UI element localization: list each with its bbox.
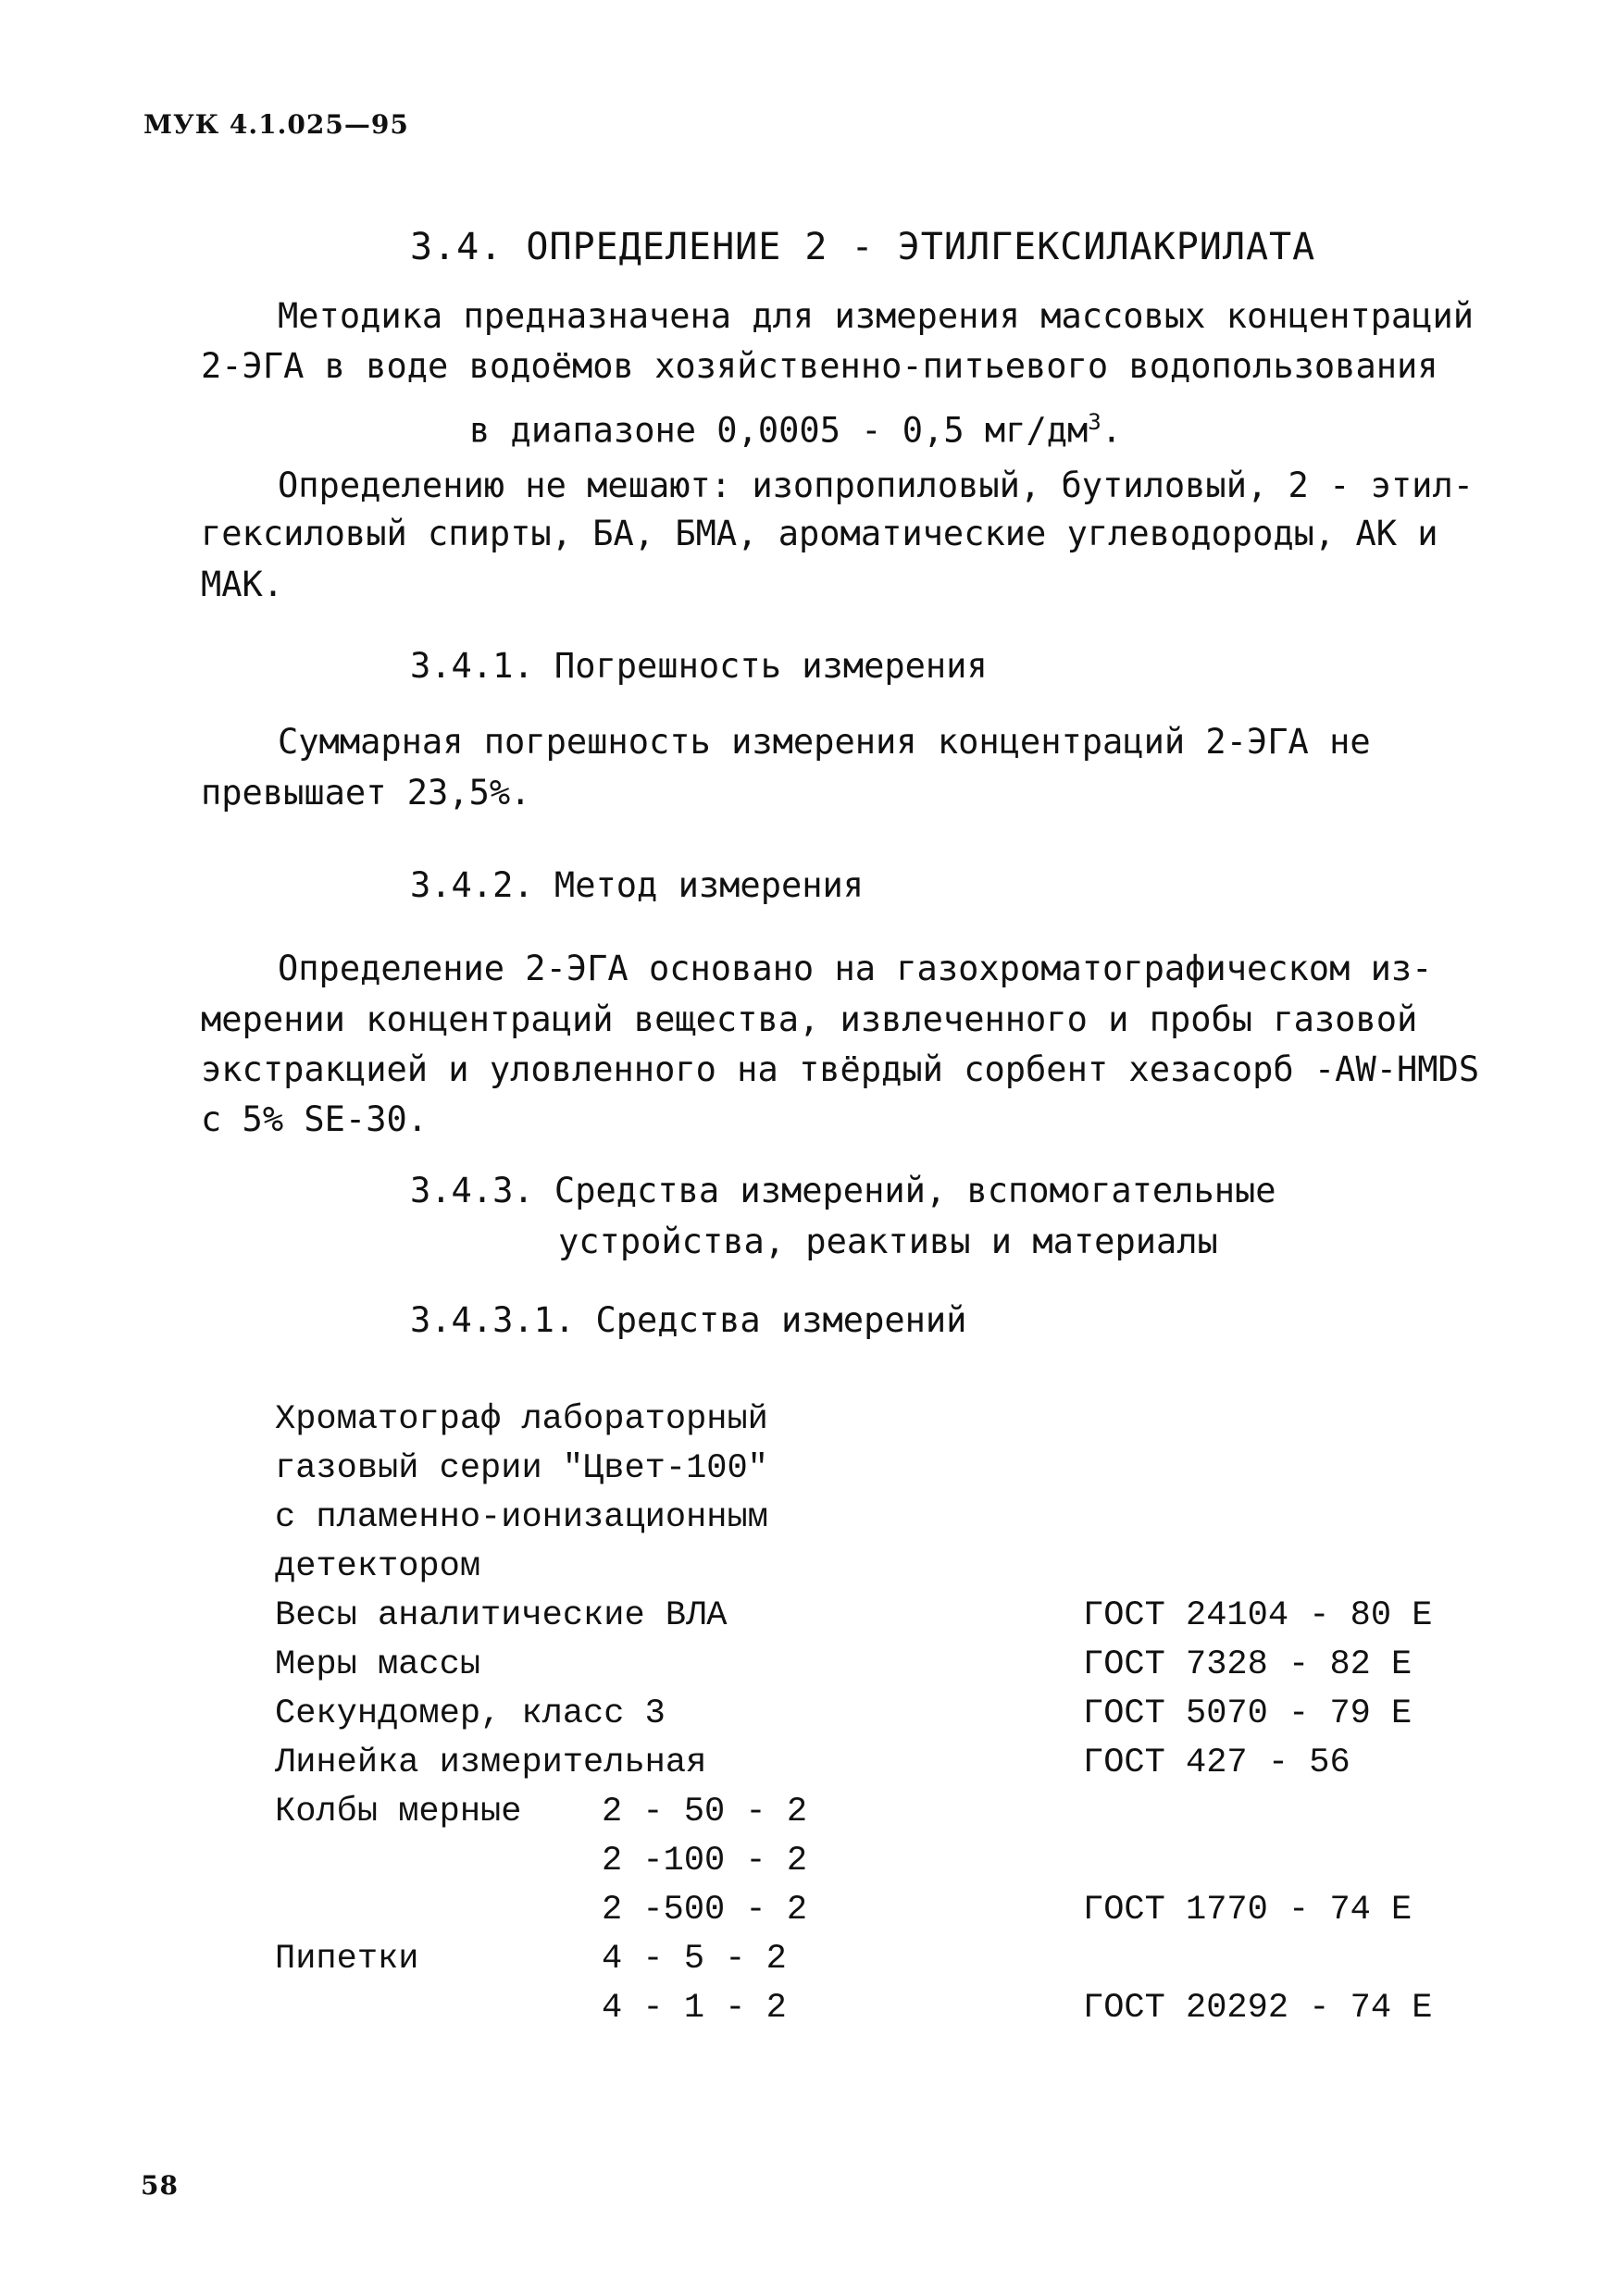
subsection-3-4-3-heading-2: устройства, реактивы и материалы bbox=[558, 1222, 1218, 1261]
subsection-3-4-3-heading-1: 3.4.3. Средства измерений, вспомогательные bbox=[410, 1171, 1276, 1210]
instrument-spec: 2 -100 - 2 bbox=[602, 1842, 808, 1880]
instrument-gost: ГОСТ 427 - 56 bbox=[1083, 1744, 1350, 1782]
instrument-name: детектором bbox=[275, 1547, 481, 1586]
intro-line-3: в диапазоне 0,0005 - 0,5 $мг/дм^3$. bbox=[469, 409, 1123, 451]
instrument-name: Меры массы bbox=[275, 1645, 481, 1684]
instrument-spec: 4 - 1 - 2 bbox=[602, 1989, 787, 2028]
intro-line-2: 2-ЭГА в воде водоёмов хозяйственно-питьевого водопользования bbox=[201, 346, 1438, 386]
instrument-name: Весы аналитические ВЛА bbox=[275, 1596, 728, 1635]
subsection-3-4-1-heading: 3.4.1. Погрешность измерения bbox=[410, 646, 988, 686]
page-number: 58 bbox=[141, 2170, 179, 2201]
instrument-name: газовый серии "Цвет-100" bbox=[275, 1449, 768, 1488]
interference-line-1: Определению не мешают: изопропиловый, бутиловый, 2 - этил- bbox=[278, 465, 1475, 505]
instrument-spec: 2 -500 - 2 bbox=[602, 1891, 808, 1930]
method-line-1: Определение 2-ЭГА основано на газохроматографическом из- bbox=[278, 949, 1433, 988]
instrument-spec: 2 - 50 - 2 bbox=[602, 1793, 808, 1831]
subsection-3-4-2-heading: 3.4.2. Метод измерения bbox=[410, 865, 865, 905]
section-title: 3.4. ОПРЕДЕЛЕНИЕ 2 - ЭТИЛГЕКСИЛАКРИЛАТА bbox=[410, 226, 1316, 268]
instrument-name: с пламенно-ионизационным bbox=[275, 1498, 768, 1537]
method-line-3: экстракцией и уловленного на твёрдый сорбент хезасорб -AW-HMDS bbox=[201, 1049, 1480, 1089]
error-line-1: Суммарная погрешность измерения концентраций 2-ЭГА не bbox=[278, 722, 1371, 762]
doc-code: МУК 4.1.025—95 bbox=[143, 109, 409, 140]
instrument-name: Хроматограф лабораторный bbox=[275, 1400, 768, 1439]
subsection-3-4-3-1-heading: 3.4.3.1. Средства измерений bbox=[410, 1300, 967, 1340]
instrument-gost: ГОСТ 7328 - 82 Е bbox=[1083, 1645, 1413, 1684]
instrument-name: Колбы мерные bbox=[275, 1793, 522, 1831]
instrument-spec: 4 - 5 - 2 bbox=[602, 1940, 787, 1979]
method-line-4: с 5% SE-30. bbox=[201, 1099, 429, 1139]
error-line-2: превышает 23,5%. bbox=[201, 773, 531, 813]
intro-line-1: Методика предназначена для измерения массовых концентраций bbox=[278, 296, 1475, 336]
interference-line-2: гексиловый спирты, БА, БМА, ароматические углеводороды, АК и bbox=[201, 514, 1438, 553]
instrument-gost: ГОСТ 1770 - 74 Е bbox=[1083, 1891, 1413, 1930]
instrument-gost: ГОСТ 20292 - 74 Е bbox=[1083, 1989, 1433, 2028]
interference-line-3: МАК. bbox=[201, 565, 284, 604]
instrument-gost: ГОСТ 5070 - 79 Е bbox=[1083, 1694, 1413, 1733]
instrument-gost: ГОСТ 24104 - 80 Е bbox=[1083, 1596, 1433, 1635]
instrument-name: Линейка измерительная bbox=[275, 1744, 707, 1782]
instrument-name: Пипетки bbox=[275, 1940, 419, 1979]
instrument-name: Секундомер, класс 3 bbox=[275, 1694, 666, 1733]
method-line-2: мерении концентраций вещества, извлеченного и пробы газовой bbox=[201, 999, 1418, 1039]
